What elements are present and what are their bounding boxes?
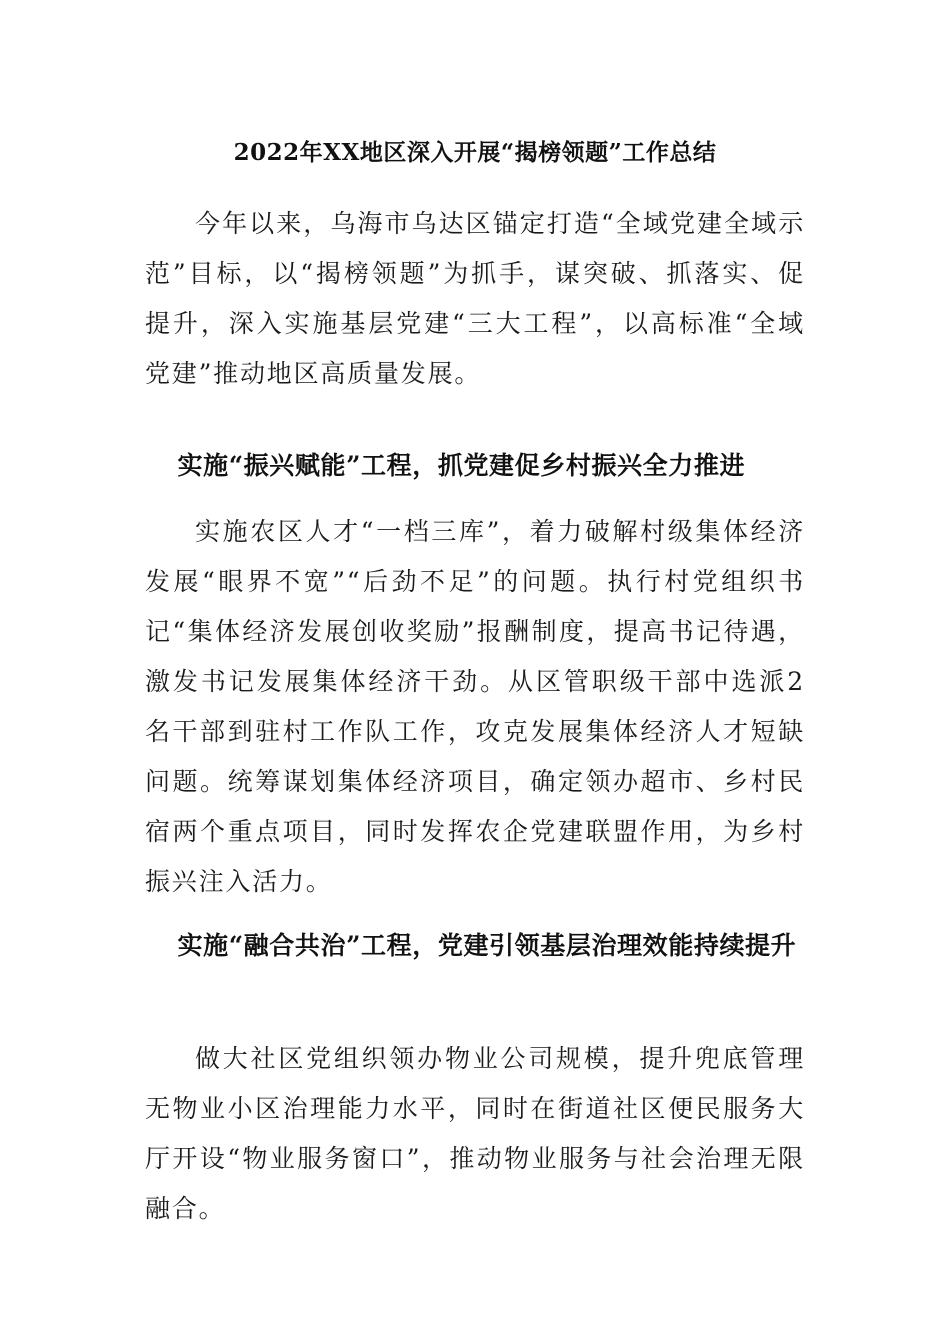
section-body-2: 做大社区党组织领办物业公司规模，提升兜底管理无物业小区治理能力水平，同时在街道社区便民服务大厅开设“物业服务窗口”，推动物业服务与社会治理无限融合。	[145, 1044, 805, 1223]
intro-paragraph: 今年以来，乌海市乌达区锚定打造“全域党建全域示范”目标，以“揭榜领题”为抓手，谋突破、抓落实、促提升，深入实施基层党建“三大工程”，以高标准“全域党建”推动地区高质量发展。	[145, 209, 805, 388]
document-title: 2022年XX地区深入开展“揭榜领题”工作总结	[233, 139, 717, 166]
section-heading-1: 实施“振兴赋能”工程，抓党建促乡村振兴全力推进	[177, 451, 746, 480]
section-heading-2: 实施“融合共治”工程，党建引领基层治理效能持续提升	[177, 931, 797, 960]
section-body-1: 实施农区人才“一档三库”，着力破解村级集体经济发展“眼界不宽”“后劲不足”的问题。执行村党组织书记“集体经济发展创收奖励”报酬制度，提高书记待遇，激发书记发展集体经济干劲。从区管职级干部中选派2名干部到驻村工作队工作，攻克发展集体经济人才短缺问题。统筹谋划集体经济项目，确定领办超市、乡村民宿两个重点项目，同时发挥农企党建联盟作用，为乡村振兴注入活力。	[145, 517, 805, 896]
